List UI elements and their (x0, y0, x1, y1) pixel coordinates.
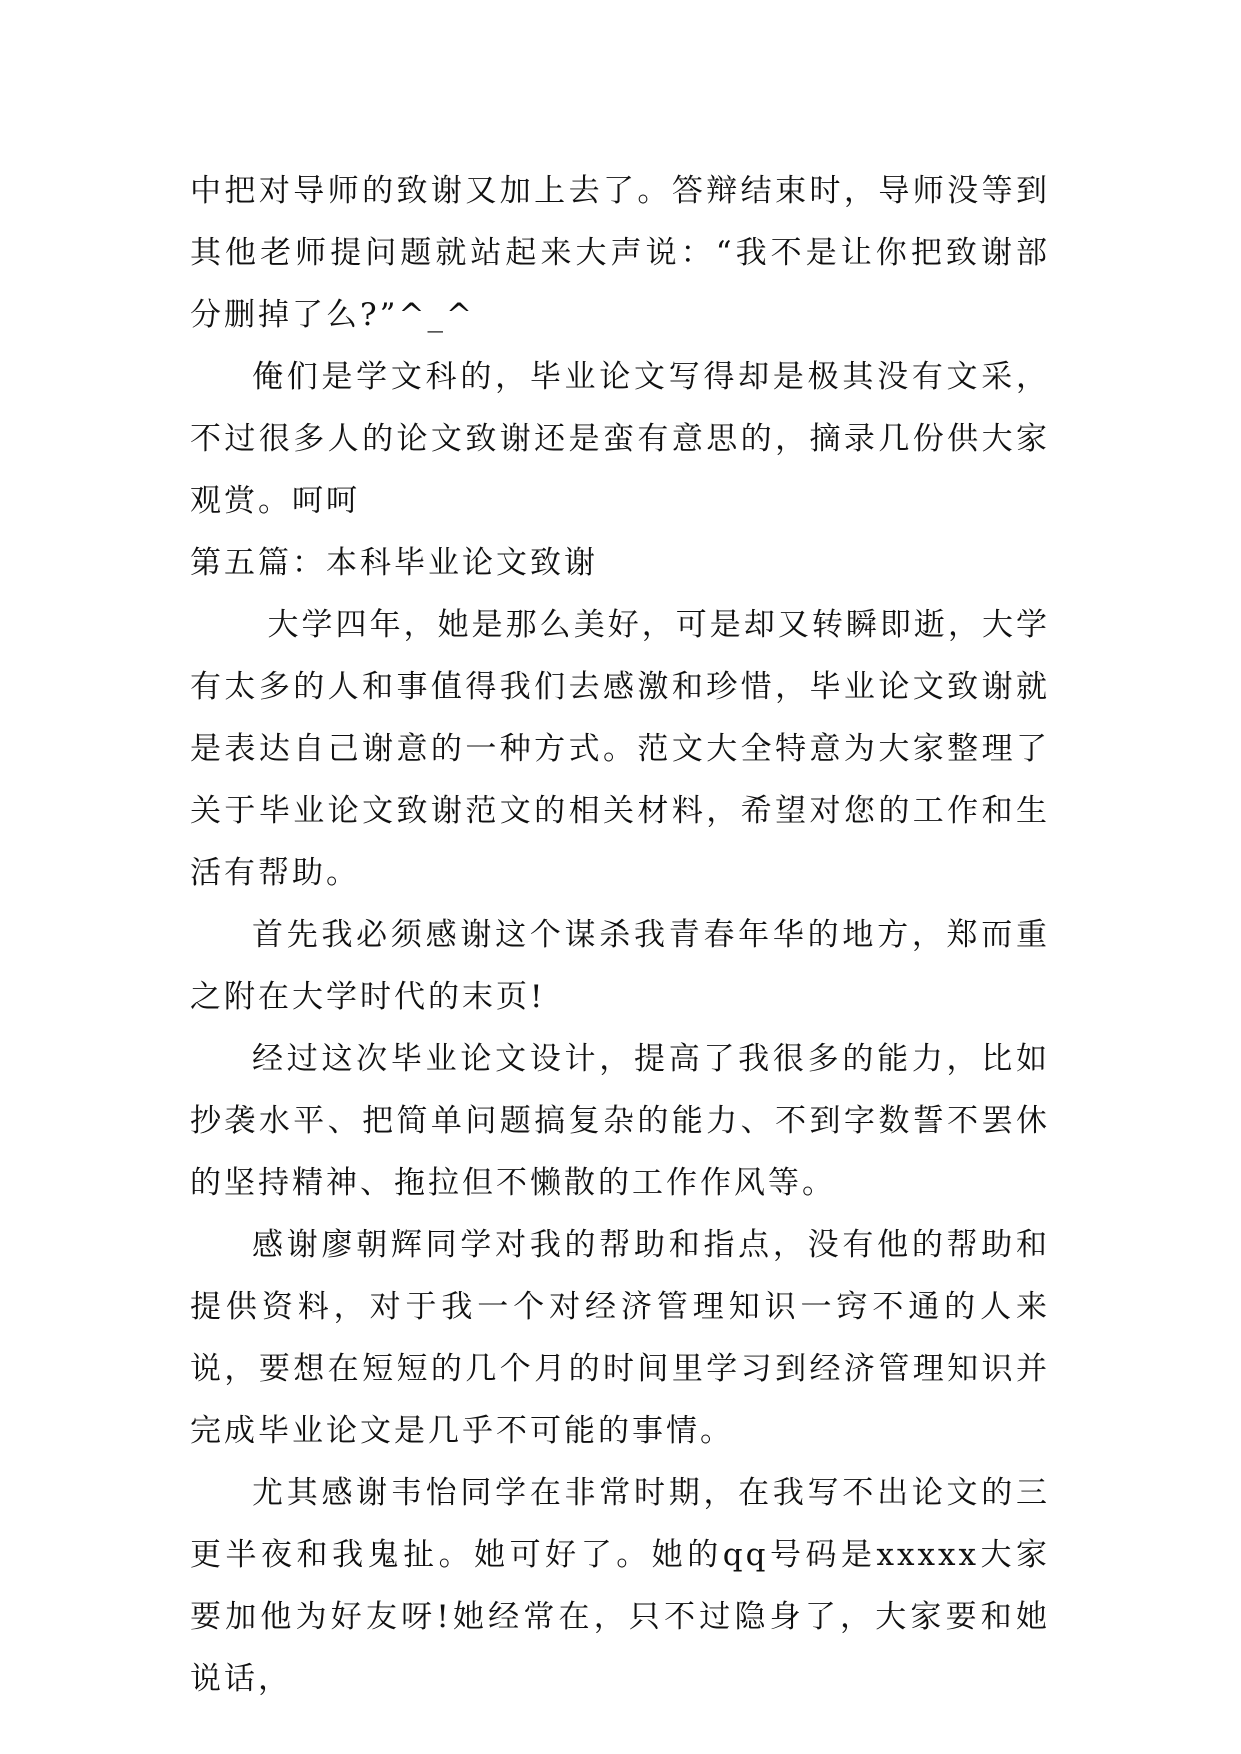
paragraph-opening: 大学四年，她是那么美好，可是却又转瞬即逝，大学有太多的人和事值得我们去感激和珍惜，毕业论文致谢就是表达自己谢意的一种方式。范文大全特意为大家整理了关于毕业论文致谢范文的相关材料，希望对您的工作和生活有帮助。 (190, 607, 1050, 891)
paragraph-continuation: 中把对导师的致谢又加上去了。答辩结束时，导师没等到其他老师提问题就站起来大声说：“我不是让你把致谢部分删掉了么?”^_^ (190, 173, 1050, 333)
paragraph-thanks-classmate: 感谢廖朝辉同学对我的帮助和指点，没有他的帮助和提供资料，对于我一个对经济管理知识一窍不通的人来说，要想在短短的几个月的时间里学习到经济管理知识并完成毕业论文是几乎不可能的事情。 (190, 1227, 1050, 1449)
paragraph-intro: 俺们是学文科的，毕业论文写得却是极其没有文采，不过很多人的论文致谢还是蛮有意思的，摘录几份供大家观赏。呵呵 (190, 359, 1050, 519)
section-heading: 第五篇：本科毕业论文致谢 (190, 545, 598, 581)
document-body (190, 160, 1050, 1710)
paragraph-thanks-friend: 尤其感谢韦怡同学在非常时期，在我写不出论文的三更半夜和我鬼扯。她可好了。她的qq号码是xxxxx大家要加他为好友呀!她经常在，只不过隐身了，大家要和她说话， (190, 1475, 1050, 1697)
paragraph-abilities: 经过这次毕业论文设计，提高了我很多的能力，比如抄袭水平、把简单问题搞复杂的能力、不到字数誓不罢休的坚持精神、拖拉但不懒散的工作作风等。 (190, 1041, 1050, 1201)
paragraph-thanks-place: 首先我必须感谢这个谋杀我青春年华的地方，郑而重之附在大学时代的末页! (190, 917, 1050, 1015)
